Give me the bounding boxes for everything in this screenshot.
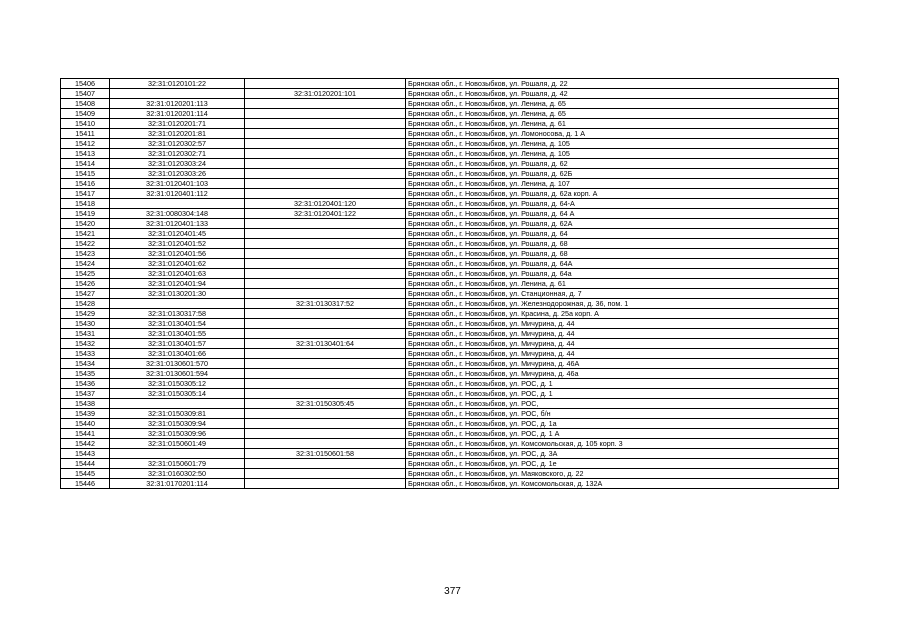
- linked-cadastral-number-cell: [245, 349, 406, 359]
- cadastral-number-cell: 32:31:0120401:94: [110, 279, 245, 289]
- page-number: 377: [444, 586, 461, 597]
- registry-table: [60, 78, 839, 489]
- cadastral-number-cell: 32:31:0120201:114: [110, 109, 245, 119]
- row-number-cell: 15416: [61, 179, 110, 189]
- cadastral-number-cell: 32:31:0120401:133: [110, 219, 245, 229]
- address-cell: Брянская обл., г. Новозыбков, ул. Ленина, д. 107: [406, 179, 839, 189]
- cadastral-number-cell: 32:31:0120201:71: [110, 119, 245, 129]
- cadastral-number-cell: 32:31:0120401:62: [110, 259, 245, 269]
- cadastral-number-cell: 32:31:0150305:14: [110, 389, 245, 399]
- cadastral-number-cell: 32:31:0080304:148: [110, 209, 245, 219]
- table-row: [61, 219, 839, 229]
- cadastral-number-cell: 32:31:0160302:50: [110, 469, 245, 479]
- address-cell: Брянская обл., г. Новозыбков, ул. РОС, д. 1 А: [406, 429, 839, 439]
- table-row: [61, 279, 839, 289]
- linked-cadastral-number-cell: 32:31:0150305:45: [245, 399, 406, 409]
- row-number-cell: 15406: [61, 79, 110, 89]
- table-row: [61, 269, 839, 279]
- linked-cadastral-number-cell: [245, 259, 406, 269]
- row-number-cell: 15441: [61, 429, 110, 439]
- cadastral-number-cell: [110, 199, 245, 209]
- linked-cadastral-number-cell: 32:31:0130317:52: [245, 299, 406, 309]
- cadastral-number-cell: 32:31:0120401:45: [110, 229, 245, 239]
- linked-cadastral-number-cell: [245, 139, 406, 149]
- cadastral-number-cell: 32:31:0130201:30: [110, 289, 245, 299]
- table-row: [61, 429, 839, 439]
- row-number-cell: 15411: [61, 129, 110, 139]
- row-number-cell: 15428: [61, 299, 110, 309]
- row-number-cell: 15412: [61, 139, 110, 149]
- address-cell: Брянская обл., г. Новозыбков, ул. Ленина, д. 105: [406, 139, 839, 149]
- cadastral-number-cell: 32:31:0120303:26: [110, 169, 245, 179]
- row-number-cell: 15436: [61, 379, 110, 389]
- address-cell: Брянская обл., г. Новозыбков, ул. Мичурина, д. 46а: [406, 369, 839, 379]
- address-cell: Брянская обл., г. Новозыбков, ул. Ломоносова, д. 1 А: [406, 129, 839, 139]
- cadastral-number-cell: 32:31:0170201:114: [110, 479, 245, 489]
- row-number-cell: 15431: [61, 329, 110, 339]
- table-row: [61, 339, 839, 349]
- cadastral-number-cell: [110, 89, 245, 99]
- table-row: [61, 399, 839, 409]
- address-cell: Брянская обл., г. Новозыбков, ул. Рошаля, д. 68: [406, 239, 839, 249]
- address-cell: Брянская обл., г. Новозыбков, ул. Ленина, д. 61: [406, 279, 839, 289]
- address-cell: Брянская обл., г. Новозыбков, ул. Комсомольская, д. 105 корп. 3: [406, 439, 839, 449]
- linked-cadastral-number-cell: [245, 149, 406, 159]
- address-cell: Брянская обл., г. Новозыбков, ул. Ленина, д. 105: [406, 149, 839, 159]
- row-number-cell: 15426: [61, 279, 110, 289]
- table-row: [61, 239, 839, 249]
- address-cell: Брянская обл., г. Новозыбков, ул. Станционная, д. 7: [406, 289, 839, 299]
- address-cell: Брянская обл., г. Новозыбков, ул. Рошаля, д. 64А: [406, 259, 839, 269]
- address-cell: Брянская обл., г. Новозыбков, ул. Мичурина, д. 46А: [406, 359, 839, 369]
- linked-cadastral-number-cell: 32:31:0130401:64: [245, 339, 406, 349]
- row-number-cell: 15439: [61, 409, 110, 419]
- row-number-cell: 15434: [61, 359, 110, 369]
- linked-cadastral-number-cell: [245, 459, 406, 469]
- cadastral-number-cell: 32:31:0130601:570: [110, 359, 245, 369]
- table-row: [61, 249, 839, 259]
- address-cell: Брянская обл., г. Новозыбков, ул. Железнодорожная, д. 36, пом. 1: [406, 299, 839, 309]
- address-cell: Брянская обл., г. Новозыбков, ул. Мичурина, д. 44: [406, 319, 839, 329]
- linked-cadastral-number-cell: 32:31:0150601:58: [245, 449, 406, 459]
- table-row: [61, 369, 839, 379]
- table-row: [61, 189, 839, 199]
- address-cell: Брянская обл., г. Новозыбков, ул. Маяковского, д. 22: [406, 469, 839, 479]
- linked-cadastral-number-cell: [245, 309, 406, 319]
- linked-cadastral-number-cell: [245, 159, 406, 169]
- table-row: [61, 89, 839, 99]
- row-number-cell: 15409: [61, 109, 110, 119]
- address-cell: Брянская обл., г. Новозыбков, ул. Мичурина, д. 44: [406, 339, 839, 349]
- linked-cadastral-number-cell: [245, 319, 406, 329]
- row-number-cell: 15442: [61, 439, 110, 449]
- cadastral-number-cell: 32:31:0130401:57: [110, 339, 245, 349]
- cadastral-number-cell: 32:31:0150309:96: [110, 429, 245, 439]
- table-row: [61, 229, 839, 239]
- row-number-cell: 15440: [61, 419, 110, 429]
- row-number-cell: 15443: [61, 449, 110, 459]
- linked-cadastral-number-cell: [245, 189, 406, 199]
- table-row: [61, 459, 839, 469]
- address-cell: Брянская обл., г. Новозыбков, ул. Рошаля, д. 64-А: [406, 199, 839, 209]
- table-row: [61, 479, 839, 489]
- cadastral-number-cell: 32:31:0120201:81: [110, 129, 245, 139]
- table-row: [61, 119, 839, 129]
- linked-cadastral-number-cell: [245, 99, 406, 109]
- table-row: [61, 139, 839, 149]
- address-cell: Брянская обл., г. Новозыбков, ул. Рошаля, д. 62Б: [406, 169, 839, 179]
- linked-cadastral-number-cell: [245, 129, 406, 139]
- table-row: [61, 309, 839, 319]
- address-cell: Брянская обл., г. Новозыбков, ул. Рошаля, д. 64а: [406, 269, 839, 279]
- linked-cadastral-number-cell: 32:31:0120401:122: [245, 209, 406, 219]
- row-number-cell: 15422: [61, 239, 110, 249]
- address-cell: Брянская обл., г. Новозыбков, ул. Рошаля, д. 62А: [406, 219, 839, 229]
- cadastral-number-cell: 32:31:0120401:112: [110, 189, 245, 199]
- row-number-cell: 15423: [61, 249, 110, 259]
- row-number-cell: 15414: [61, 159, 110, 169]
- linked-cadastral-number-cell: [245, 439, 406, 449]
- linked-cadastral-number-cell: [245, 389, 406, 399]
- address-cell: Брянская обл., г. Новозыбков, ул. Красина, д. 25а корп. А: [406, 309, 839, 319]
- table-row: [61, 299, 839, 309]
- address-cell: Брянская обл., г. Новозыбков, ул. Рошаля, д. 64: [406, 229, 839, 239]
- cadastral-number-cell: 32:31:0120401:52: [110, 239, 245, 249]
- cadastral-number-cell: 32:31:0150601:49: [110, 439, 245, 449]
- row-number-cell: 15427: [61, 289, 110, 299]
- linked-cadastral-number-cell: [245, 359, 406, 369]
- table-row: [61, 359, 839, 369]
- row-number-cell: 15435: [61, 369, 110, 379]
- table-row: [61, 379, 839, 389]
- table-row: [61, 149, 839, 159]
- row-number-cell: 15415: [61, 169, 110, 179]
- row-number-cell: 15410: [61, 119, 110, 129]
- table-row: [61, 319, 839, 329]
- row-number-cell: 15432: [61, 339, 110, 349]
- table-row: [61, 99, 839, 109]
- row-number-cell: 15425: [61, 269, 110, 279]
- address-cell: Брянская обл., г. Новозыбков, ул. РОС, д. 1: [406, 379, 839, 389]
- linked-cadastral-number-cell: [245, 119, 406, 129]
- address-cell: Брянская обл., г. Новозыбков, ул. РОС, д. 3А: [406, 449, 839, 459]
- table-row: [61, 449, 839, 459]
- address-cell: Брянская обл., г. Новозыбков, ул. Рошаля, д. 22: [406, 79, 839, 89]
- row-number-cell: 15430: [61, 319, 110, 329]
- cadastral-number-cell: 32:31:0130401:55: [110, 329, 245, 339]
- linked-cadastral-number-cell: [245, 169, 406, 179]
- cadastral-number-cell: 32:31:0120201:113: [110, 99, 245, 109]
- row-number-cell: 15437: [61, 389, 110, 399]
- linked-cadastral-number-cell: [245, 239, 406, 249]
- table-row: [61, 349, 839, 359]
- table-row: [61, 439, 839, 449]
- linked-cadastral-number-cell: [245, 479, 406, 489]
- linked-cadastral-number-cell: 32:31:0120401:120: [245, 199, 406, 209]
- address-cell: Брянская обл., г. Новозыбков, ул. Ленина, д. 65: [406, 99, 839, 109]
- cadastral-number-cell: 32:31:0150309:94: [110, 419, 245, 429]
- row-number-cell: 15413: [61, 149, 110, 159]
- linked-cadastral-number-cell: [245, 329, 406, 339]
- cadastral-number-cell: [110, 449, 245, 459]
- row-number-cell: 15446: [61, 479, 110, 489]
- cadastral-number-cell: 32:31:0150309:81: [110, 409, 245, 419]
- address-cell: Брянская обл., г. Новозыбков, ул. Рошаля, д. 68: [406, 249, 839, 259]
- address-cell: Брянская обл., г. Новозыбков, ул. Рошаля, д. 64 А: [406, 209, 839, 219]
- table-row: [61, 389, 839, 399]
- linked-cadastral-number-cell: [245, 79, 406, 89]
- row-number-cell: 15445: [61, 469, 110, 479]
- address-cell: Брянская обл., г. Новозыбков, ул. Ленина, д. 65: [406, 109, 839, 119]
- row-number-cell: 15420: [61, 219, 110, 229]
- cadastral-number-cell: 32:31:0120302:57: [110, 139, 245, 149]
- linked-cadastral-number-cell: [245, 429, 406, 439]
- row-number-cell: 15418: [61, 199, 110, 209]
- table-row: [61, 329, 839, 339]
- table-row: [61, 199, 839, 209]
- address-cell: Брянская обл., г. Новозыбков, ул. РОС, д. 1а: [406, 419, 839, 429]
- table-row: [61, 79, 839, 89]
- table-row: [61, 469, 839, 479]
- address-cell: Брянская обл., г. Новозыбков, ул. Ленина, д. 61: [406, 119, 839, 129]
- registry-table-body: [61, 79, 839, 489]
- address-cell: Брянская обл., г. Новозыбков, ул. Рошаля, д. 42: [406, 89, 839, 99]
- cadastral-number-cell: 32:31:0130401:66: [110, 349, 245, 359]
- row-number-cell: 15417: [61, 189, 110, 199]
- linked-cadastral-number-cell: [245, 369, 406, 379]
- cadastral-number-cell: 32:31:0130401:54: [110, 319, 245, 329]
- row-number-cell: 15438: [61, 399, 110, 409]
- cadastral-number-cell: 32:31:0130317:58: [110, 309, 245, 319]
- linked-cadastral-number-cell: [245, 269, 406, 279]
- linked-cadastral-number-cell: [245, 409, 406, 419]
- address-cell: Брянская обл., г. Новозыбков, ул. Рошаля, д. 62: [406, 159, 839, 169]
- cadastral-number-cell: [110, 399, 245, 409]
- row-number-cell: 15444: [61, 459, 110, 469]
- address-cell: Брянская обл., г. Новозыбков, ул. Мичурина, д. 44: [406, 349, 839, 359]
- linked-cadastral-number-cell: [245, 249, 406, 259]
- address-cell: Брянская обл., г. Новозыбков, ул. РОС,: [406, 399, 839, 409]
- linked-cadastral-number-cell: 32:31:0120201:101: [245, 89, 406, 99]
- row-number-cell: 15433: [61, 349, 110, 359]
- linked-cadastral-number-cell: [245, 289, 406, 299]
- row-number-cell: 15419: [61, 209, 110, 219]
- table-row: [61, 259, 839, 269]
- address-cell: Брянская обл., г. Новозыбков, ул. РОС, б/н: [406, 409, 839, 419]
- row-number-cell: 15424: [61, 259, 110, 269]
- cadastral-number-cell: 32:31:0120401:63: [110, 269, 245, 279]
- linked-cadastral-number-cell: [245, 229, 406, 239]
- cadastral-number-cell: 32:31:0120302:71: [110, 149, 245, 159]
- address-cell: Брянская обл., г. Новозыбков, ул. Мичурина, д. 44: [406, 329, 839, 339]
- row-number-cell: 15407: [61, 89, 110, 99]
- linked-cadastral-number-cell: [245, 379, 406, 389]
- table-row: [61, 409, 839, 419]
- cadastral-number-cell: 32:31:0120303:24: [110, 159, 245, 169]
- cadastral-number-cell: 32:31:0150601:79: [110, 459, 245, 469]
- table-row: [61, 169, 839, 179]
- cadastral-number-cell: 32:31:0120401:56: [110, 249, 245, 259]
- cadastral-number-cell: 32:31:0130601:594: [110, 369, 245, 379]
- table-row: [61, 159, 839, 169]
- table-row: [61, 109, 839, 119]
- table-row: [61, 209, 839, 219]
- address-cell: Брянская обл., г. Новозыбков, ул. РОС, д. 1: [406, 389, 839, 399]
- row-number-cell: 15408: [61, 99, 110, 109]
- address-cell: Брянская обл., г. Новозыбков, ул. Комсомольская, д. 132А: [406, 479, 839, 489]
- linked-cadastral-number-cell: [245, 219, 406, 229]
- table-row: [61, 179, 839, 189]
- row-number-cell: 15421: [61, 229, 110, 239]
- row-number-cell: 15429: [61, 309, 110, 319]
- linked-cadastral-number-cell: [245, 279, 406, 289]
- table-row: [61, 419, 839, 429]
- table-row: [61, 289, 839, 299]
- table-row: [61, 129, 839, 139]
- cadastral-number-cell: [110, 299, 245, 309]
- cadastral-number-cell: 32:31:0150305:12: [110, 379, 245, 389]
- cadastral-number-cell: 32:31:0120401:103: [110, 179, 245, 189]
- address-cell: Брянская обл., г. Новозыбков, ул. Рошаля, д. 62а корп. А: [406, 189, 839, 199]
- address-cell: Брянская обл., г. Новозыбков, ул. РОС, д. 1е: [406, 459, 839, 469]
- linked-cadastral-number-cell: [245, 469, 406, 479]
- linked-cadastral-number-cell: [245, 109, 406, 119]
- linked-cadastral-number-cell: [245, 179, 406, 189]
- linked-cadastral-number-cell: [245, 419, 406, 429]
- cadastral-number-cell: 32:31:0120101:22: [110, 79, 245, 89]
